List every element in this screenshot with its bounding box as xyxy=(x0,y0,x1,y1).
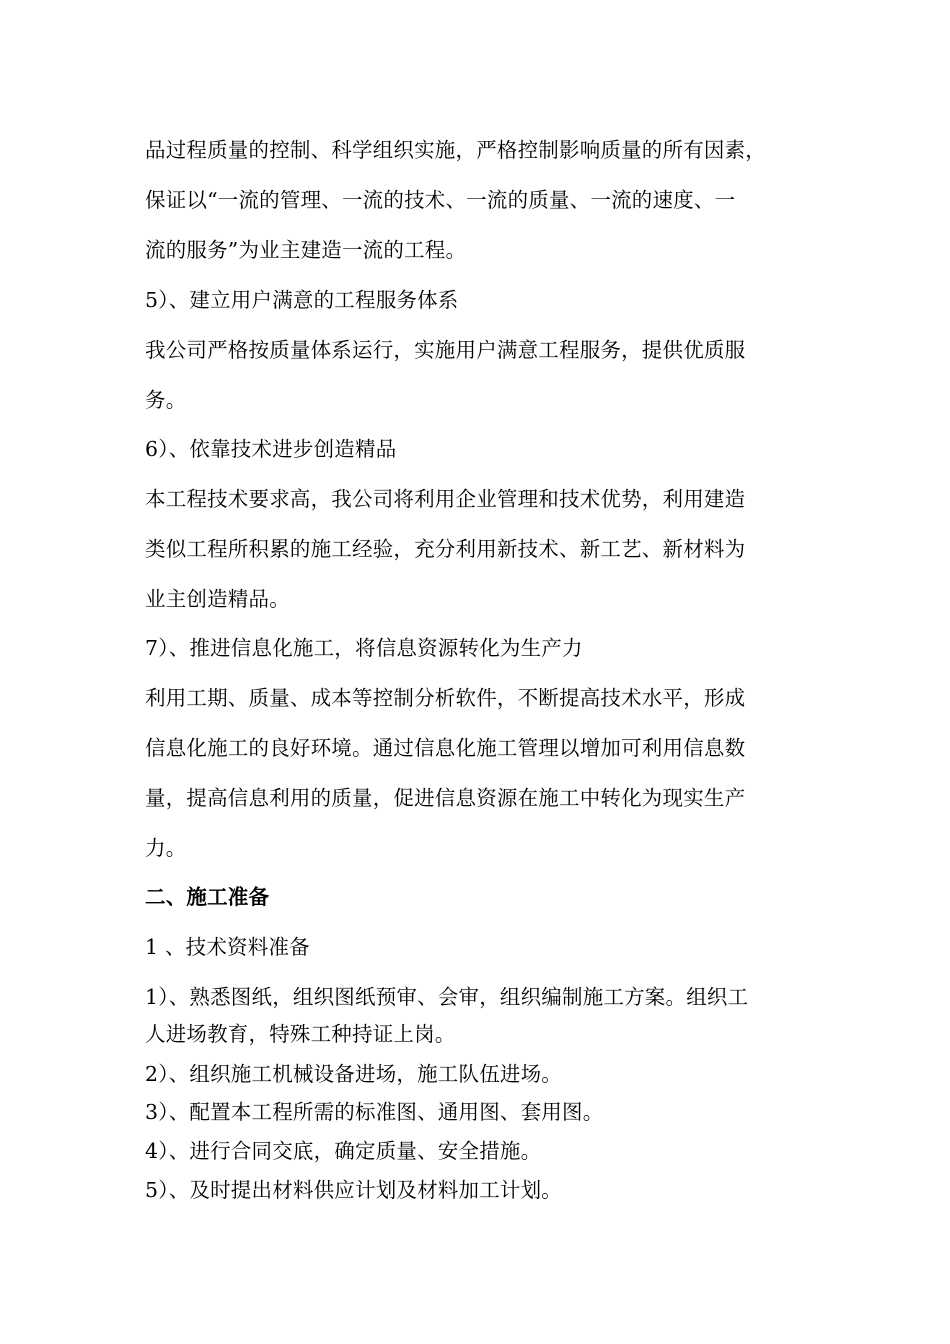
list-item-line: 人进场教育，特殊工种持证上岗。 xyxy=(145,1022,456,1046)
list-item-line: 1）、熟悉图纸，组织图纸预审、会审，组织编制施工方案。组织工 xyxy=(145,985,749,1009)
paragraph-line: 量，提高信息利用的质量，促进信息资源在施工中转化为现实生产 xyxy=(145,786,746,810)
list-item-line: 2）、组织施工机械设备进场，施工队伍进场。 xyxy=(145,1062,562,1086)
paragraph-line: 本工程技术要求高，我公司将利用企业管理和技术优势，利用建造 xyxy=(145,487,746,511)
paragraph-line: 务。 xyxy=(145,388,187,412)
section-heading: 6）、依靠技术进步创造精品 xyxy=(145,437,397,461)
list-item-line: 5）、及时提出材料供应计划及材料加工计划。 xyxy=(145,1178,562,1202)
paragraph-line: 信息化施工的良好环境。通过信息化施工管理以增加可利用信息数 xyxy=(145,736,746,760)
section-heading: 7）、推进信息化施工，将信息资源转化为生产力 xyxy=(145,636,583,660)
list-item-line: 3）、配置本工程所需的标准图、通用图、套用图。 xyxy=(145,1100,604,1124)
chapter-heading: 二、施工准备 xyxy=(145,885,270,909)
paragraph-line: 流的服务”为业主建造一流的工程。 xyxy=(145,238,467,262)
paragraph-line: 我公司严格按质量体系运行，实施用户满意工程服务，提供优质服 xyxy=(145,338,746,362)
paragraph-line: 类似工程所积累的施工经验，充分利用新技术、新工艺、新材料为 xyxy=(145,537,746,561)
paragraph-line: 业主创造精品。 xyxy=(145,587,290,611)
paragraph-line: 利用工期、质量、成本等控制分析软件，不断提高技术水平，形成 xyxy=(145,686,746,710)
paragraph-line: 品过程质量的控制、科学组织实施，严格控制影响质量的所有因素， xyxy=(145,138,766,162)
list-item-line: 4）、进行合同交底，确定质量、安全措施。 xyxy=(145,1139,542,1163)
section-heading: 5）、建立用户满意的工程服务体系 xyxy=(145,288,459,312)
subsection-heading: 1 、技术资料准备 xyxy=(145,935,310,959)
paragraph-line: 保证以“一流的管理、一流的技术、一流的质量、一流的速度、一 xyxy=(145,188,736,212)
paragraph-line: 力。 xyxy=(145,836,187,860)
